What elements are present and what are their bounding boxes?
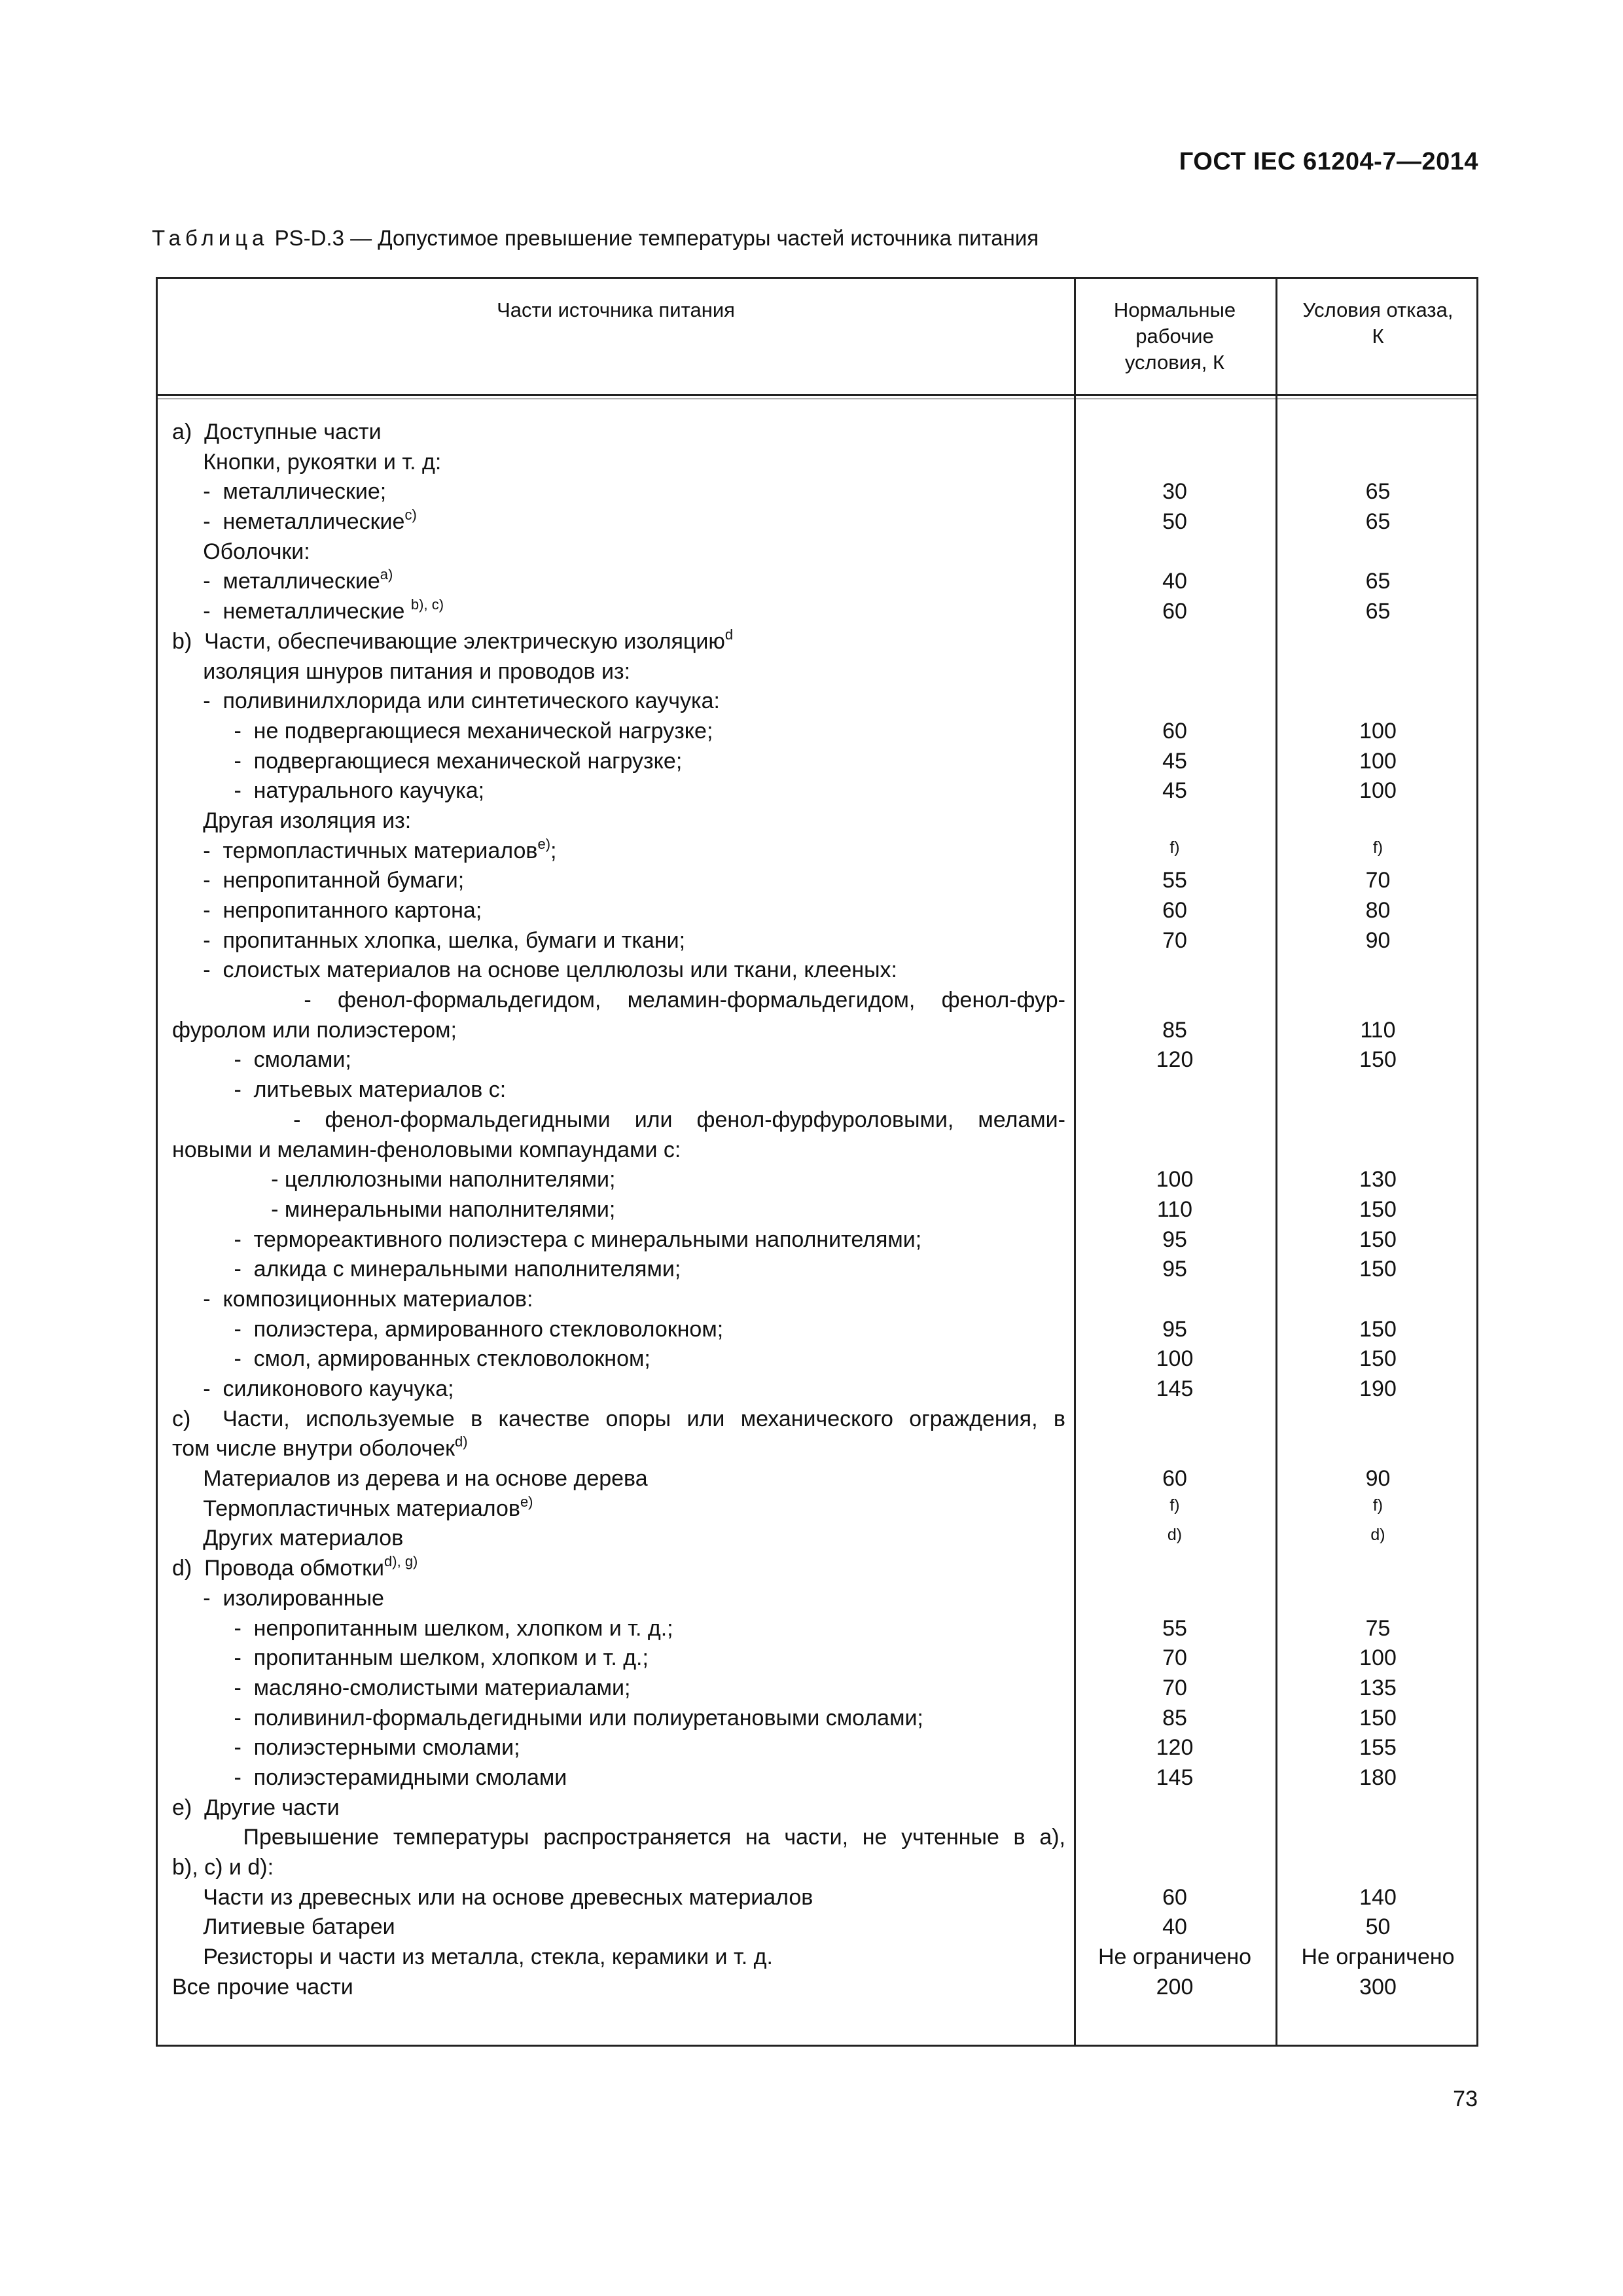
footnote-ref: a) (380, 566, 393, 583)
normal-value: 60 (1162, 599, 1187, 624)
normal-value: 120 (1156, 1047, 1194, 1073)
row-label-text: - не подвергающиеся механической нагрузке; (172, 718, 713, 744)
row-label (172, 747, 682, 777)
row-label-text: - смолами; (172, 1047, 351, 1073)
fault-value: 100 (1359, 748, 1397, 774)
row-label-text: - пропитанным шелком, хлопком и т. д.; (172, 1645, 649, 1671)
table-row (158, 1912, 1476, 1943)
fault-value: 300 (1359, 1974, 1397, 2000)
table-row (158, 1614, 1476, 1644)
table-row (158, 1943, 1476, 1973)
row-label (172, 1763, 567, 1793)
row-label (172, 1614, 673, 1644)
row-label-text: Части из древесных или на основе древесных материалов (172, 1884, 813, 1910)
row-label-text: - неметаллические (172, 599, 411, 624)
row-label-text: - подвергающиеся механической нагрузке; (172, 748, 683, 774)
row-label (172, 1973, 353, 2003)
normal-value: 70 (1162, 1645, 1187, 1671)
normal-value: 60 (1162, 1884, 1187, 1910)
normal-value: 40 (1162, 1914, 1187, 1940)
row-label-text: - полиэстера, армированного стекловолокном; (172, 1316, 724, 1342)
fault-value: 190 (1359, 1376, 1397, 1401)
row-label (172, 1315, 723, 1345)
table-row (158, 1434, 1476, 1464)
header-line: К (1372, 325, 1384, 348)
row-label-text: Материалов из дерева и на основе дерева (172, 1466, 648, 1492)
normal-value: 60 (1162, 718, 1187, 744)
row-label (172, 1045, 351, 1075)
fault-value: 65 (1365, 509, 1391, 535)
normal-value: 70 (1162, 1675, 1187, 1700)
table-row (158, 1674, 1476, 1704)
row-label-text: Других материалов (172, 1526, 404, 1551)
table-row (158, 896, 1476, 926)
normal-value: 100 (1156, 1346, 1194, 1372)
row-label-text: - неметаллические (172, 509, 405, 535)
table-row (158, 687, 1476, 717)
fault-value: 140 (1359, 1884, 1397, 1910)
row-label-text: - термопластичных материалов (172, 838, 538, 863)
fault-value: 100 (1359, 778, 1397, 804)
table-row (158, 717, 1476, 747)
row-label-text: - силиконового каучука; (172, 1376, 454, 1401)
normal-value: 110 (1156, 1196, 1193, 1222)
row-label (172, 687, 720, 717)
fault-value: 70 (1365, 868, 1391, 893)
fault-value: 75 (1365, 1615, 1391, 1641)
table-row (158, 1793, 1476, 1823)
fault-value: Не ограничено (1301, 1945, 1455, 1970)
row-label-text: d) Провода обмотки (172, 1556, 385, 1581)
normal-value: 145 (1156, 1765, 1194, 1790)
table-row (158, 507, 1476, 537)
table-row (158, 1704, 1476, 1734)
row-label (172, 926, 685, 956)
row-label (172, 1136, 681, 1166)
row-label-text: изоляция шнуров питания и проводов из: (172, 658, 631, 684)
footnote-ref: e) (537, 835, 551, 852)
row-label (172, 896, 482, 926)
fault-value: f) (1372, 1496, 1383, 1515)
table-row (158, 986, 1476, 1016)
row-label (172, 806, 411, 836)
row-label-text: - смол, армированных стекловолокном; (172, 1346, 651, 1372)
row-label-text: - металлические (172, 569, 380, 594)
row-label (172, 597, 444, 627)
row-label (172, 627, 733, 657)
row-label (172, 866, 464, 896)
row-label (172, 418, 382, 448)
row-label (172, 657, 630, 687)
row-label (172, 1255, 681, 1285)
normal-value: 95 (1162, 1257, 1187, 1282)
fault-value: 90 (1365, 1466, 1391, 1492)
row-label-text: - масляно-смолистыми материалами; (172, 1675, 631, 1700)
row-label-text: том числе внутри оболочек (172, 1436, 455, 1462)
normal-value: f) (1169, 1496, 1180, 1515)
table-row (158, 1554, 1476, 1584)
fault-value: d) (1370, 1526, 1385, 1545)
table-row (158, 1823, 1476, 1853)
row-label (172, 1643, 649, 1674)
row-label (172, 1105, 1065, 1136)
table-row (158, 1853, 1476, 1883)
row-label-text: Другая изоляция из: (172, 808, 412, 833)
fault-value: 65 (1365, 569, 1391, 594)
table-row (158, 1075, 1476, 1105)
fault-value: 130 (1359, 1167, 1397, 1193)
row-label (172, 776, 484, 806)
normal-value: 60 (1162, 898, 1187, 923)
row-label-text: b), c) и d): (172, 1855, 274, 1880)
row-label-suffix: ; (550, 838, 557, 863)
table-row (158, 1643, 1476, 1674)
row-label-text: - алкида с минеральными наполнителями; (172, 1257, 681, 1282)
fault-value: 150 (1359, 1196, 1397, 1222)
row-label (172, 1225, 921, 1255)
row-label (172, 1016, 457, 1046)
table-row (158, 537, 1476, 567)
normal-value: 30 (1162, 479, 1187, 505)
caption-label: Таблица (152, 226, 269, 250)
row-label (172, 477, 386, 507)
table-row (158, 1165, 1476, 1195)
table-row (158, 1105, 1476, 1136)
row-label-text: фуролом или полиэстером; (172, 1017, 457, 1043)
row-label-text: - изолированные (172, 1585, 384, 1611)
normal-value: 95 (1162, 1227, 1187, 1252)
row-label-text: Термопластичных материалов (172, 1496, 520, 1521)
row-label-text: a) Доступные части (172, 420, 382, 444)
row-label (172, 567, 393, 597)
row-label-text: - поливинил-формальдегидными или полиуретановыми смолами; (172, 1705, 923, 1731)
footnote-ref: b), c) (410, 596, 444, 613)
row-label (172, 1075, 506, 1105)
caption-text: PS-D.3 — Допустимое превышение температуры частей источника питания (274, 226, 1039, 250)
table-row (158, 1524, 1476, 1554)
fault-value: 65 (1365, 479, 1391, 505)
table-row (158, 597, 1476, 627)
header-parts: Части источника питания (497, 298, 735, 321)
header-line: Нормальные (1113, 298, 1236, 321)
fault-value: 110 (1360, 1017, 1396, 1043)
row-label-text: Кнопки, рукоятки и т. д: (172, 449, 442, 475)
table-row (158, 866, 1476, 896)
table-row (158, 926, 1476, 956)
fault-value: 150 (1359, 1346, 1397, 1372)
table-body (158, 418, 1476, 2002)
row-label (172, 1195, 615, 1225)
row-label-text: новыми и меламин-феноловыми компаундами с: (172, 1137, 681, 1162)
row-label (172, 1674, 630, 1704)
row-label-text: Все прочие части (172, 1974, 353, 2000)
row-label-text: - минеральными наполнителями; (172, 1196, 616, 1222)
normal-value: 120 (1156, 1735, 1194, 1761)
normal-value: d) (1167, 1526, 1183, 1545)
row-label-text: - пропитанных хлопка, шелка, бумаги и ткани; (172, 927, 686, 953)
table-row (158, 1315, 1476, 1345)
footnote-ref: d) (455, 1433, 468, 1450)
normal-value: 85 (1162, 1705, 1187, 1731)
row-label-text: - целлюлозными наполнителями; (172, 1167, 616, 1193)
row-label-text: b) Части, обеспечивающие электрическую изоляцию (172, 628, 725, 654)
row-label-text: Превышение температуры распространяется на части, не учтенные в a), (172, 1825, 1065, 1850)
table-row (158, 1464, 1476, 1494)
header-fault-conditions (1275, 297, 1480, 350)
row-label (172, 1165, 615, 1195)
footnote-ref: e) (520, 1493, 533, 1510)
row-label-text: - непропитанного картона; (172, 898, 482, 923)
table-row (158, 657, 1476, 687)
table-row (158, 1136, 1476, 1166)
row-label-text: - композиционных материалов: (172, 1286, 533, 1312)
table-row (158, 1344, 1476, 1374)
row-label (172, 1584, 384, 1614)
fault-value: 155 (1359, 1735, 1397, 1761)
normal-value: 100 (1156, 1167, 1194, 1193)
normal-value: 85 (1162, 1017, 1187, 1043)
row-label-text: c) Части, используемые в качестве опоры или механического ограждения, в (172, 1406, 1065, 1431)
table-row (158, 1973, 1476, 2003)
table-row (158, 1045, 1476, 1075)
row-label (172, 448, 441, 478)
table-row (158, 477, 1476, 507)
table-caption (152, 226, 1039, 251)
row-label (172, 1793, 340, 1823)
fault-value: 90 (1365, 927, 1391, 953)
row-label (172, 1883, 813, 1913)
normal-value: 50 (1162, 509, 1187, 535)
fault-value: 150 (1359, 1316, 1397, 1342)
table-row (158, 418, 1476, 448)
table-row (158, 1285, 1476, 1315)
table-row (158, 1883, 1476, 1913)
table-row (158, 1733, 1476, 1763)
table-row (158, 1763, 1476, 1793)
fault-value: 150 (1359, 1705, 1397, 1731)
normal-value: 60 (1162, 1466, 1187, 1492)
row-label (172, 1285, 533, 1315)
footnote-ref: c) (404, 507, 417, 524)
normal-value: 95 (1162, 1316, 1187, 1342)
row-label-text: - слоистых материалов на основе целлюлозы или ткани, клееных: (172, 958, 898, 983)
row-label (172, 1344, 651, 1374)
row-label-text: - термореактивного полиэстера с минеральными наполнителями; (172, 1227, 922, 1252)
footnote-ref: d), g) (384, 1553, 418, 1570)
normal-value: 45 (1162, 748, 1187, 774)
fault-value: 135 (1359, 1675, 1397, 1700)
normal-value: 40 (1162, 569, 1187, 594)
table-row (158, 836, 1476, 867)
table-row (158, 627, 1476, 657)
fault-value: 150 (1359, 1227, 1397, 1252)
fault-value: 100 (1359, 1645, 1397, 1671)
footnote-ref: d (724, 626, 734, 643)
normal-value: 145 (1156, 1376, 1194, 1401)
table-row (158, 1405, 1476, 1435)
row-label-text: - литьевых материалов с: (172, 1077, 507, 1103)
row-label (172, 537, 310, 567)
normal-value: 200 (1156, 1974, 1194, 2000)
temperature-table (156, 277, 1478, 2047)
normal-value: 55 (1162, 868, 1187, 893)
table-row (158, 747, 1476, 777)
row-label (172, 836, 557, 867)
row-label (172, 1554, 418, 1584)
normal-value: Не ограничено (1097, 1945, 1252, 1970)
row-label-text: - натурального каучука; (172, 778, 485, 804)
table-row (158, 448, 1476, 478)
fault-value: 80 (1365, 898, 1391, 923)
table-row (158, 1195, 1476, 1225)
row-label-text: - поливинилхлорида или синтетического каучука: (172, 689, 720, 714)
row-label-text: - фенол-формальдегидными или фенол-фурфуроловыми, мелами- (172, 1107, 1065, 1132)
fault-value: 100 (1359, 718, 1397, 744)
table-row (158, 1584, 1476, 1614)
row-label (172, 1733, 520, 1763)
row-label (172, 956, 897, 986)
row-label-text: - полиэстерными смолами; (172, 1735, 520, 1761)
row-label-text: - полиэстерамидными смолами (172, 1765, 567, 1790)
row-label (172, 1374, 454, 1405)
table-row (158, 956, 1476, 986)
row-label-text: Резисторы и части из металла, стекла, керамики и т. д. (172, 1945, 773, 1970)
table-row (158, 806, 1476, 836)
fault-value: 50 (1365, 1914, 1391, 1940)
table-row (158, 1494, 1476, 1524)
row-label-text: e) Другие части (172, 1795, 340, 1820)
table-row (158, 1255, 1476, 1285)
page-number: 73 (1453, 2087, 1478, 2111)
document-code: ГОСТ IEC 61204-7—2014 (1179, 148, 1478, 175)
row-label (172, 1434, 468, 1464)
row-label-text: Оболочки: (172, 539, 310, 564)
header-divider (158, 394, 1476, 396)
row-label (172, 1943, 773, 1973)
row-label (172, 1405, 1065, 1435)
header-line: Условия отказа, (1302, 298, 1454, 321)
row-label-text: - металлические; (172, 479, 387, 505)
fault-value: 150 (1359, 1257, 1397, 1282)
row-label (172, 986, 1065, 1016)
row-label (172, 1494, 533, 1524)
table-row (158, 1374, 1476, 1405)
row-label (172, 1704, 923, 1734)
table-row (158, 1016, 1476, 1046)
row-label-text: - фенол-формальдегидом, меламин-формальдегидом, фенол-фур- (172, 988, 1065, 1013)
normal-value: f) (1169, 838, 1180, 857)
header-line: рабочие (1135, 325, 1214, 348)
table-row (158, 1225, 1476, 1255)
normal-value: 70 (1162, 927, 1187, 953)
fault-value: 180 (1359, 1765, 1397, 1790)
row-label-text: - непропитанной бумаги; (172, 868, 465, 893)
row-label (172, 1853, 274, 1883)
table-row (158, 567, 1476, 597)
row-label (172, 1524, 403, 1554)
fault-value: 65 (1365, 599, 1391, 624)
table-row (158, 776, 1476, 806)
row-label (172, 507, 417, 537)
fault-value: f) (1372, 838, 1383, 857)
row-label (172, 1464, 648, 1494)
row-label-text: Литиевые батареи (172, 1914, 395, 1940)
row-label (172, 717, 713, 747)
row-label (172, 1912, 395, 1943)
header-line: условия, К (1124, 351, 1225, 374)
row-label (172, 1823, 1065, 1853)
normal-value: 55 (1162, 1615, 1187, 1641)
row-label-text: - непропитанным шелком, хлопком и т. д.; (172, 1615, 673, 1641)
header-normal-conditions (1074, 297, 1275, 376)
fault-value: 150 (1359, 1047, 1397, 1073)
normal-value: 45 (1162, 778, 1187, 804)
